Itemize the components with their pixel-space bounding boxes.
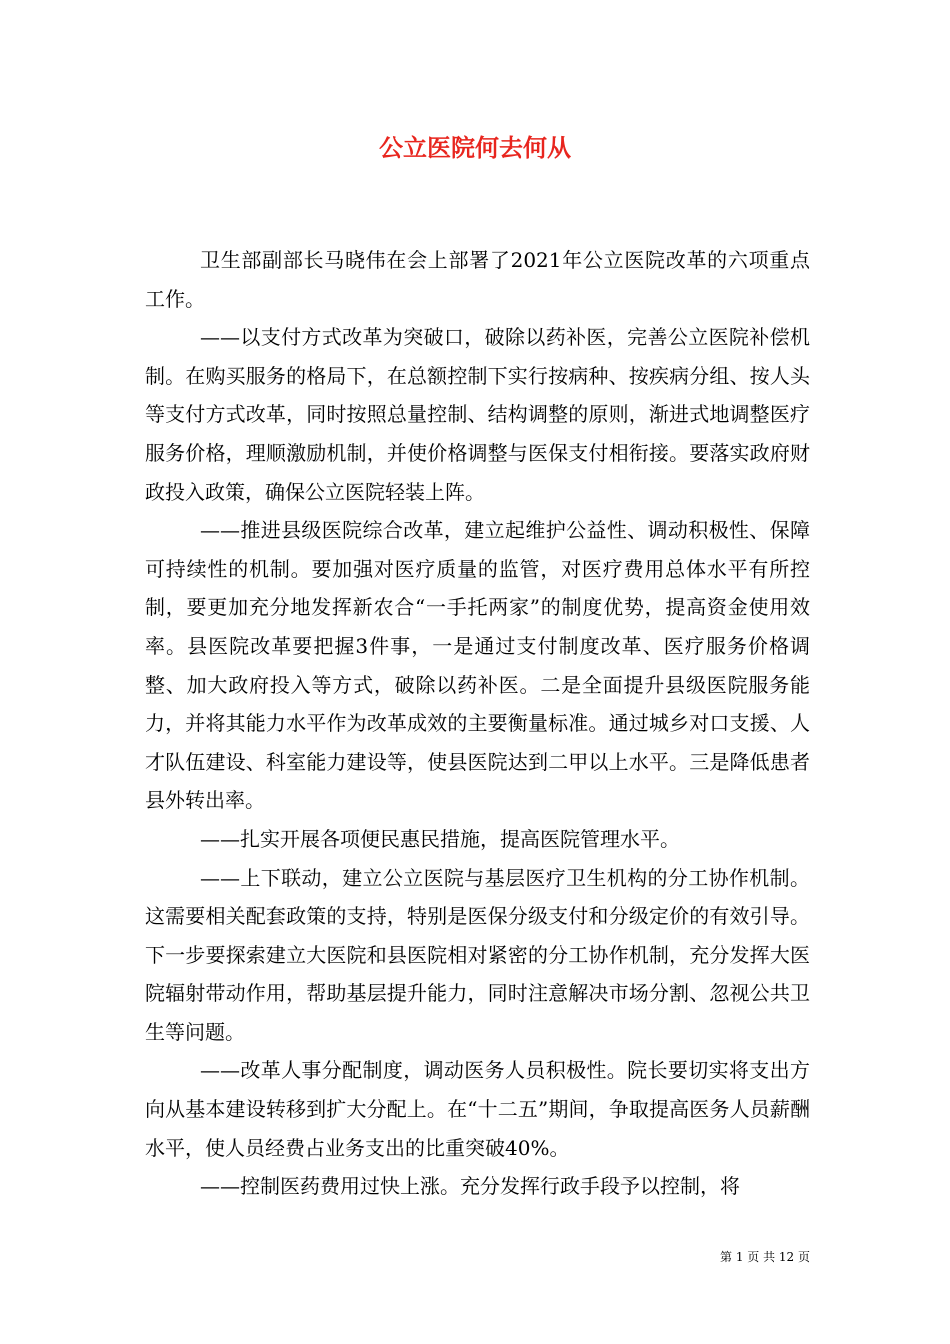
document-title: 公立医院何去何从 [379, 133, 571, 162]
paragraph: ——扎实开展各项便民惠民措施，提高医院管理水平。 [200, 826, 680, 851]
paragraph: ——以支付方式改革为突破口，破除以药补医，完善公立医院补偿机制。在购买服务的格局下，在总额控制下实行按病种、按疾病分组、按人头等支付方式改革，同时按照总量控制、结构调整的原则，渐进式地调整医疗服务价格，理顺激励机制，并使价格调整与医保支付相衔接。要落实政府财政投入政策，确保公立医院轻装上阵。 [145, 325, 810, 504]
document-body [145, 241, 810, 1206]
paragraph: ——控制医药费用过快上涨。充分发挥行政手段予以控制，将 [200, 1174, 740, 1199]
page-number-footer: 第 1 页 共 12 页 [720, 1250, 810, 1264]
paragraph: ——上下联动，建立公立医院与基层医疗卫生机构的分工协作机制。这需要相关配套政策的支持，特别是医保分级支付和分级定价的有效引导。下一步要探索建立大医院和县医院相对紧密的分工协作机制，充分发挥大医院辐射带动作用，帮助基层提升能力，同时注意解决市场分割、忽视公共卫生等问题。 [145, 865, 810, 1044]
paragraph: ——改革人事分配制度，调动医务人员积极性。院长要切实将支出方向从基本建设转移到扩大分配上。在“十二五”期间，争取提高医务人员薪酬水平，使人员经费占业务支出的比重突破40%。 [145, 1058, 810, 1160]
paragraph: 卫生部副部长马晓伟在会上部署了2021年公立医院改革的六项重点工作。 [145, 248, 810, 311]
paragraph: ——推进县级医院综合改革，建立起维护公益性、调动积极性、保障可持续性的机制。要加强对医疗质量的监管，对医疗费用总体水平有所控制，要更加充分地发挥新农合“一手托两家”的制度优势，提高资金使用效率。县医院改革要把握3件事，一是通过支付制度改革、医疗服务价格调整、加大政府投入等方式，破除以药补医。二是全面提升县级医院服务能力，并将其能力水平作为改革成效的主要衡量标准。通过城乡对口支援、人才队伍建设、科室能力建设等，使县医院达到二甲以上水平。三是降低患者县外转出率。 [145, 518, 810, 813]
